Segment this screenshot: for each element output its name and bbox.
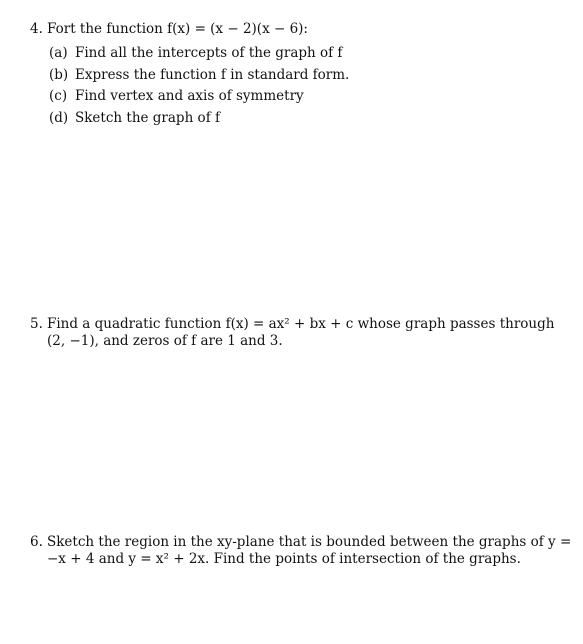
part-text: Find vertex and axis of symmetry — [75, 88, 304, 104]
part-label: (b) — [49, 66, 69, 83]
problem-4-parts — [30, 43, 535, 129]
problem-6 — [30, 534, 572, 568]
problem-4 — [30, 21, 535, 129]
part-label: (a) — [49, 45, 68, 61]
part-text: Express the function f in standard form. — [75, 66, 350, 83]
problem-number: 6. — [30, 534, 43, 550]
part-b — [49, 65, 535, 87]
problem-text: Find a quadratic function f(x) = ax² + bx + c whose graph passes through — [47, 316, 555, 332]
problem-5-line-2: (2, −1), and zeros of f are 1 and 3. — [47, 333, 283, 349]
problem-number: 5. — [30, 316, 43, 332]
part-text: Find all the intercepts of the graph of f — [75, 45, 343, 61]
part-a — [49, 43, 535, 65]
part-label: (d) — [49, 109, 69, 126]
part-text: Sketch the graph of f — [75, 109, 220, 126]
problem-6-line-2: −x + 4 and y = x² + 2x. Find the points of intersection of the graphs. — [47, 551, 521, 567]
problem-number: 4. — [30, 21, 43, 37]
problem-5-line-1 — [30, 316, 555, 333]
part-c — [49, 86, 535, 108]
problem-4-statement — [30, 21, 535, 38]
problem-text: Fort the function f(x) = (x − 2)(x − 6): — [47, 21, 308, 37]
problem-5 — [30, 316, 555, 350]
part-label: (c) — [49, 88, 68, 104]
part-d — [49, 108, 535, 130]
problem-6-line-1 — [30, 534, 572, 551]
problem-text: Sketch the region in the xy-plane that is bounded between the graphs of y = — [47, 534, 572, 550]
